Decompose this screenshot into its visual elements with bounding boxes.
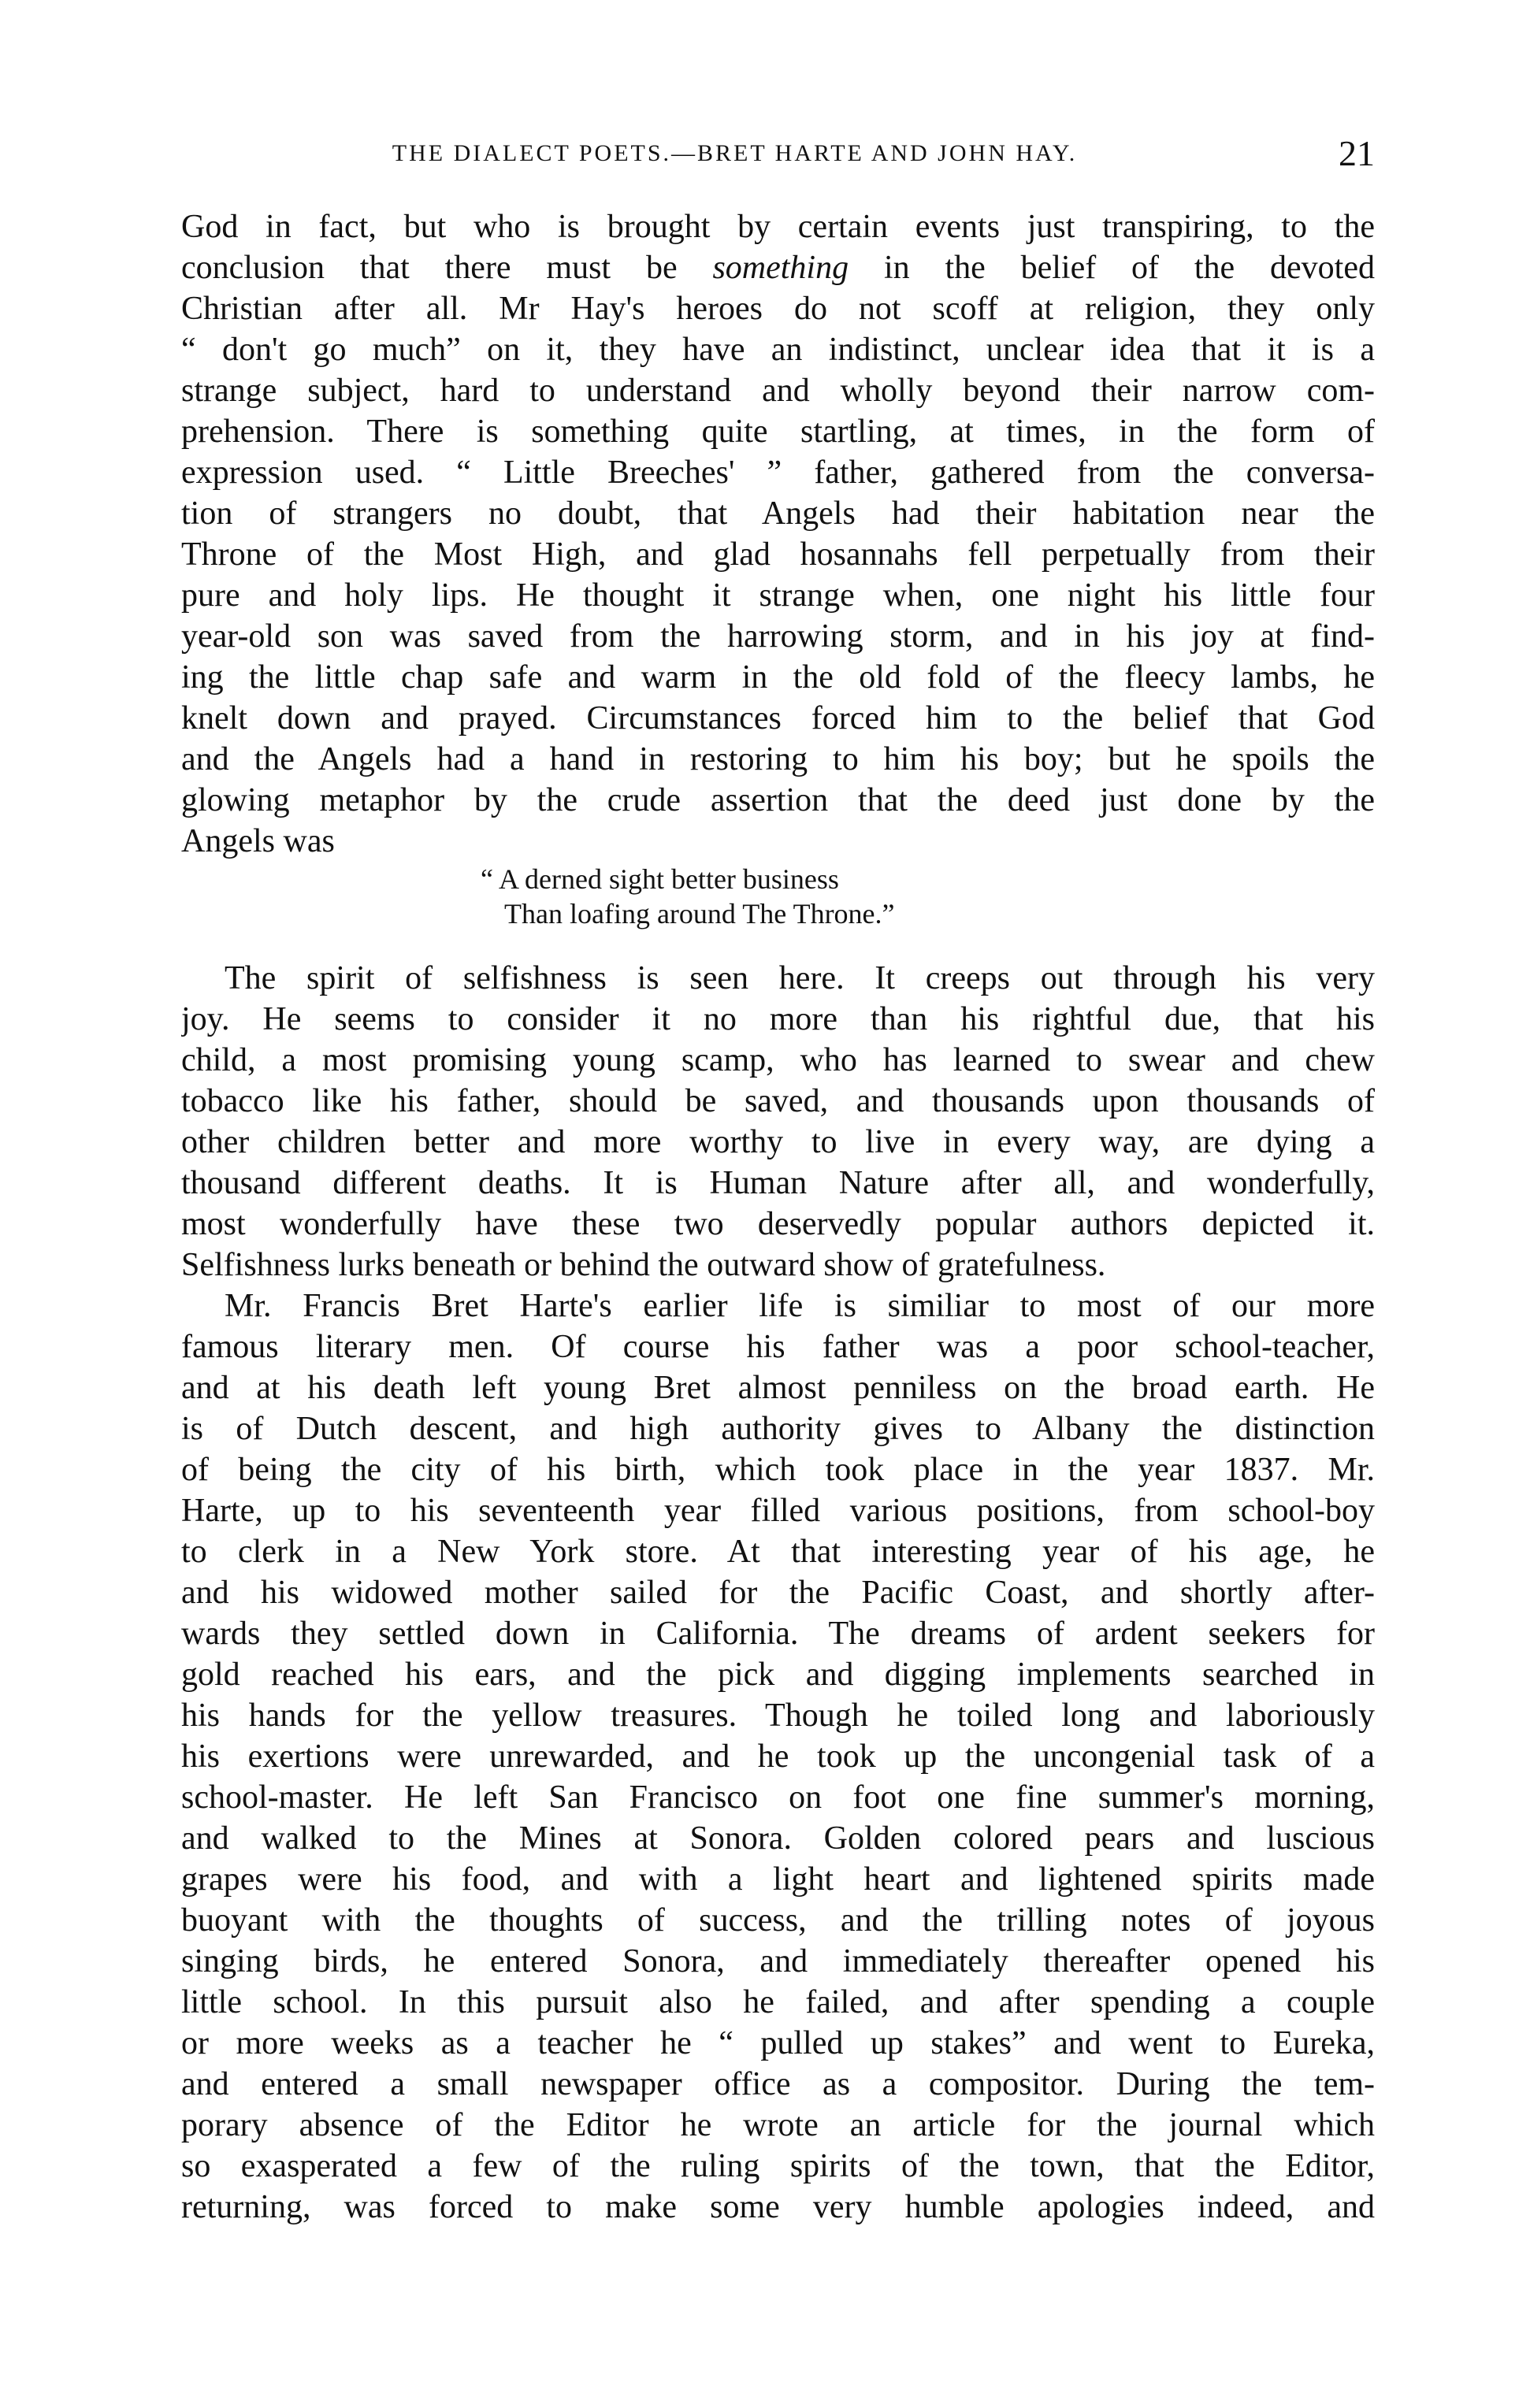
paragraph-2 [181, 958, 1375, 1286]
text-line: glowing metaphor by the crude assertion that the deed just done by the [181, 782, 1375, 818]
text-line: ing the little chap safe and warm in the old fold of the fleecy lambs, he [181, 659, 1375, 696]
text-line: and walked to the Mines at Sonora. Golden colored pears and luscious [181, 1820, 1375, 1857]
text-line: strange subject, hard to understand and wholly beyond their narrow com- [181, 373, 1375, 409]
paragraph-1 [181, 206, 1375, 862]
text-line: prehension. There is something quite startling, at times, in the form of [181, 414, 1375, 450]
text-line: The spirit of selfishness is seen here. It creeps out through his very [225, 960, 1375, 996]
text-line: child, a most promising young scamp, who has learned to swear and chew [181, 1042, 1375, 1078]
body-text [181, 206, 1375, 2228]
text-line: returning, was forced to make some very humble apologies indeed, and [181, 2189, 1375, 2225]
verse-line: “ A derned sight better business [481, 863, 839, 895]
text-line: singing birds, he entered Sonora, and immediately thereafter opened his [181, 1943, 1375, 1979]
text-line: of being the city of his birth, which took place in the year 1837. Mr. [181, 1452, 1375, 1488]
text-line: so exasperated a few of the ruling spirits of the town, that the Editor, [181, 2148, 1375, 2184]
text-line: is of Dutch descent, and high authority gives to Albany the distinction [181, 1411, 1375, 1447]
emphasis: something [712, 250, 849, 286]
text-line: thousand different deaths. It is Human Nature after all, and wonderfully, [181, 1165, 1375, 1201]
text-line: most wonderfully have these two deservedly popular authors depicted it. [181, 1206, 1375, 1242]
text-line: gold reached his ears, and the pick and digging implements searched in [181, 1657, 1375, 1693]
text-line: tobacco like his father, should be saved, and thousands upon thousands of [181, 1083, 1375, 1119]
text-line: and at his death left young Bret almost penniless on the broad earth. He [181, 1370, 1375, 1406]
text-line: little school. In this pursuit also he failed, and after spending a couple [181, 1984, 1375, 2020]
verse-quote [181, 862, 1375, 931]
text-line: or more weeks as a teacher he “ pulled up stakes” and went to Eureka, [181, 2025, 1375, 2061]
text-line: Throne of the Most High, and glad hosannahs fell perpetually from their [181, 536, 1375, 573]
page-number: 21 [1339, 133, 1375, 173]
text-line: and the Angels had a hand in restoring to him his boy; but he spoils the [181, 741, 1375, 777]
text-line: Christian after all. Mr Hay's heroes do not scoff at religion, they only [181, 291, 1375, 327]
text-line: pure and holy lips. He thought it strange when, one night his little four [181, 577, 1375, 614]
text-span: conclusion that there must be [181, 250, 678, 286]
text-line: year-old son was saved from the harrowing storm, and in his joy at find- [181, 618, 1375, 655]
text-line [181, 247, 1375, 288]
text-line: knelt down and prayed. Circumstances forced him to the belief that God [181, 700, 1375, 736]
text-line: Angels was [181, 823, 335, 859]
text-line: Selfishness lurks beneath or behind the outward show of gratefulness. [181, 1247, 1106, 1283]
verse-line: Than loafing around The Throne.” [504, 898, 895, 929]
text-line: to clerk in a New York store. At that interesting year of his age, he [181, 1534, 1375, 1570]
text-line: his hands for the yellow treasures. Though he toiled long and laboriously [181, 1697, 1375, 1734]
text-line: Harte, up to his seventeenth year filled various positions, from school-boy [181, 1493, 1375, 1529]
text-line: porary absence of the Editor he wrote an article for the journal which [181, 2107, 1375, 2143]
running-head: THE DIALECT POETS.—BRET HARTE AND JOHN HAY. [392, 140, 1078, 166]
text-line: “ don't go much” on it, they have an indistinct, unclear idea that it is a [181, 332, 1375, 368]
text-line: joy. He seems to consider it no more than his rightful due, that his [181, 1001, 1375, 1037]
text-line: God in fact, but who is brought by certain events just transpiring, to the [181, 209, 1375, 245]
paragraph-3 [181, 1286, 1375, 2228]
text-line: famous literary men. Of course his father was a poor school-teacher, [181, 1329, 1375, 1365]
text-line: tion of strangers no doubt, that Angels had their habitation near the [181, 495, 1375, 532]
text-line: and entered a small newspaper office as a compositor. During the tem- [181, 2066, 1375, 2102]
page-header [181, 132, 1375, 187]
text-line: school-master. He left San Francisco on foot one fine summer's morning, [181, 1779, 1375, 1816]
text-line: and his widowed mother sailed for the Pacific Coast, and shortly after- [181, 1575, 1375, 1611]
text-line: his exertions were unrewarded, and he took up the uncongenial task of a [181, 1738, 1375, 1775]
text-span: in the belief of the devoted [883, 250, 1375, 286]
text-line: wards they settled down in California. The dreams of ardent seekers for [181, 1616, 1375, 1652]
text-line: grapes were his food, and with a light heart and lightened spirits made [181, 1861, 1375, 1898]
text-line: other children better and more worthy to live in every way, are dying a [181, 1124, 1375, 1160]
text-line: buoyant with the thoughts of success, and the trilling notes of joyous [181, 1902, 1375, 1939]
text-line: expression used. “ Little Breeches' ” father, gathered from the conversa- [181, 455, 1375, 491]
text-line: Mr. Francis Bret Harte's earlier life is similiar to most of our more [225, 1288, 1375, 1324]
